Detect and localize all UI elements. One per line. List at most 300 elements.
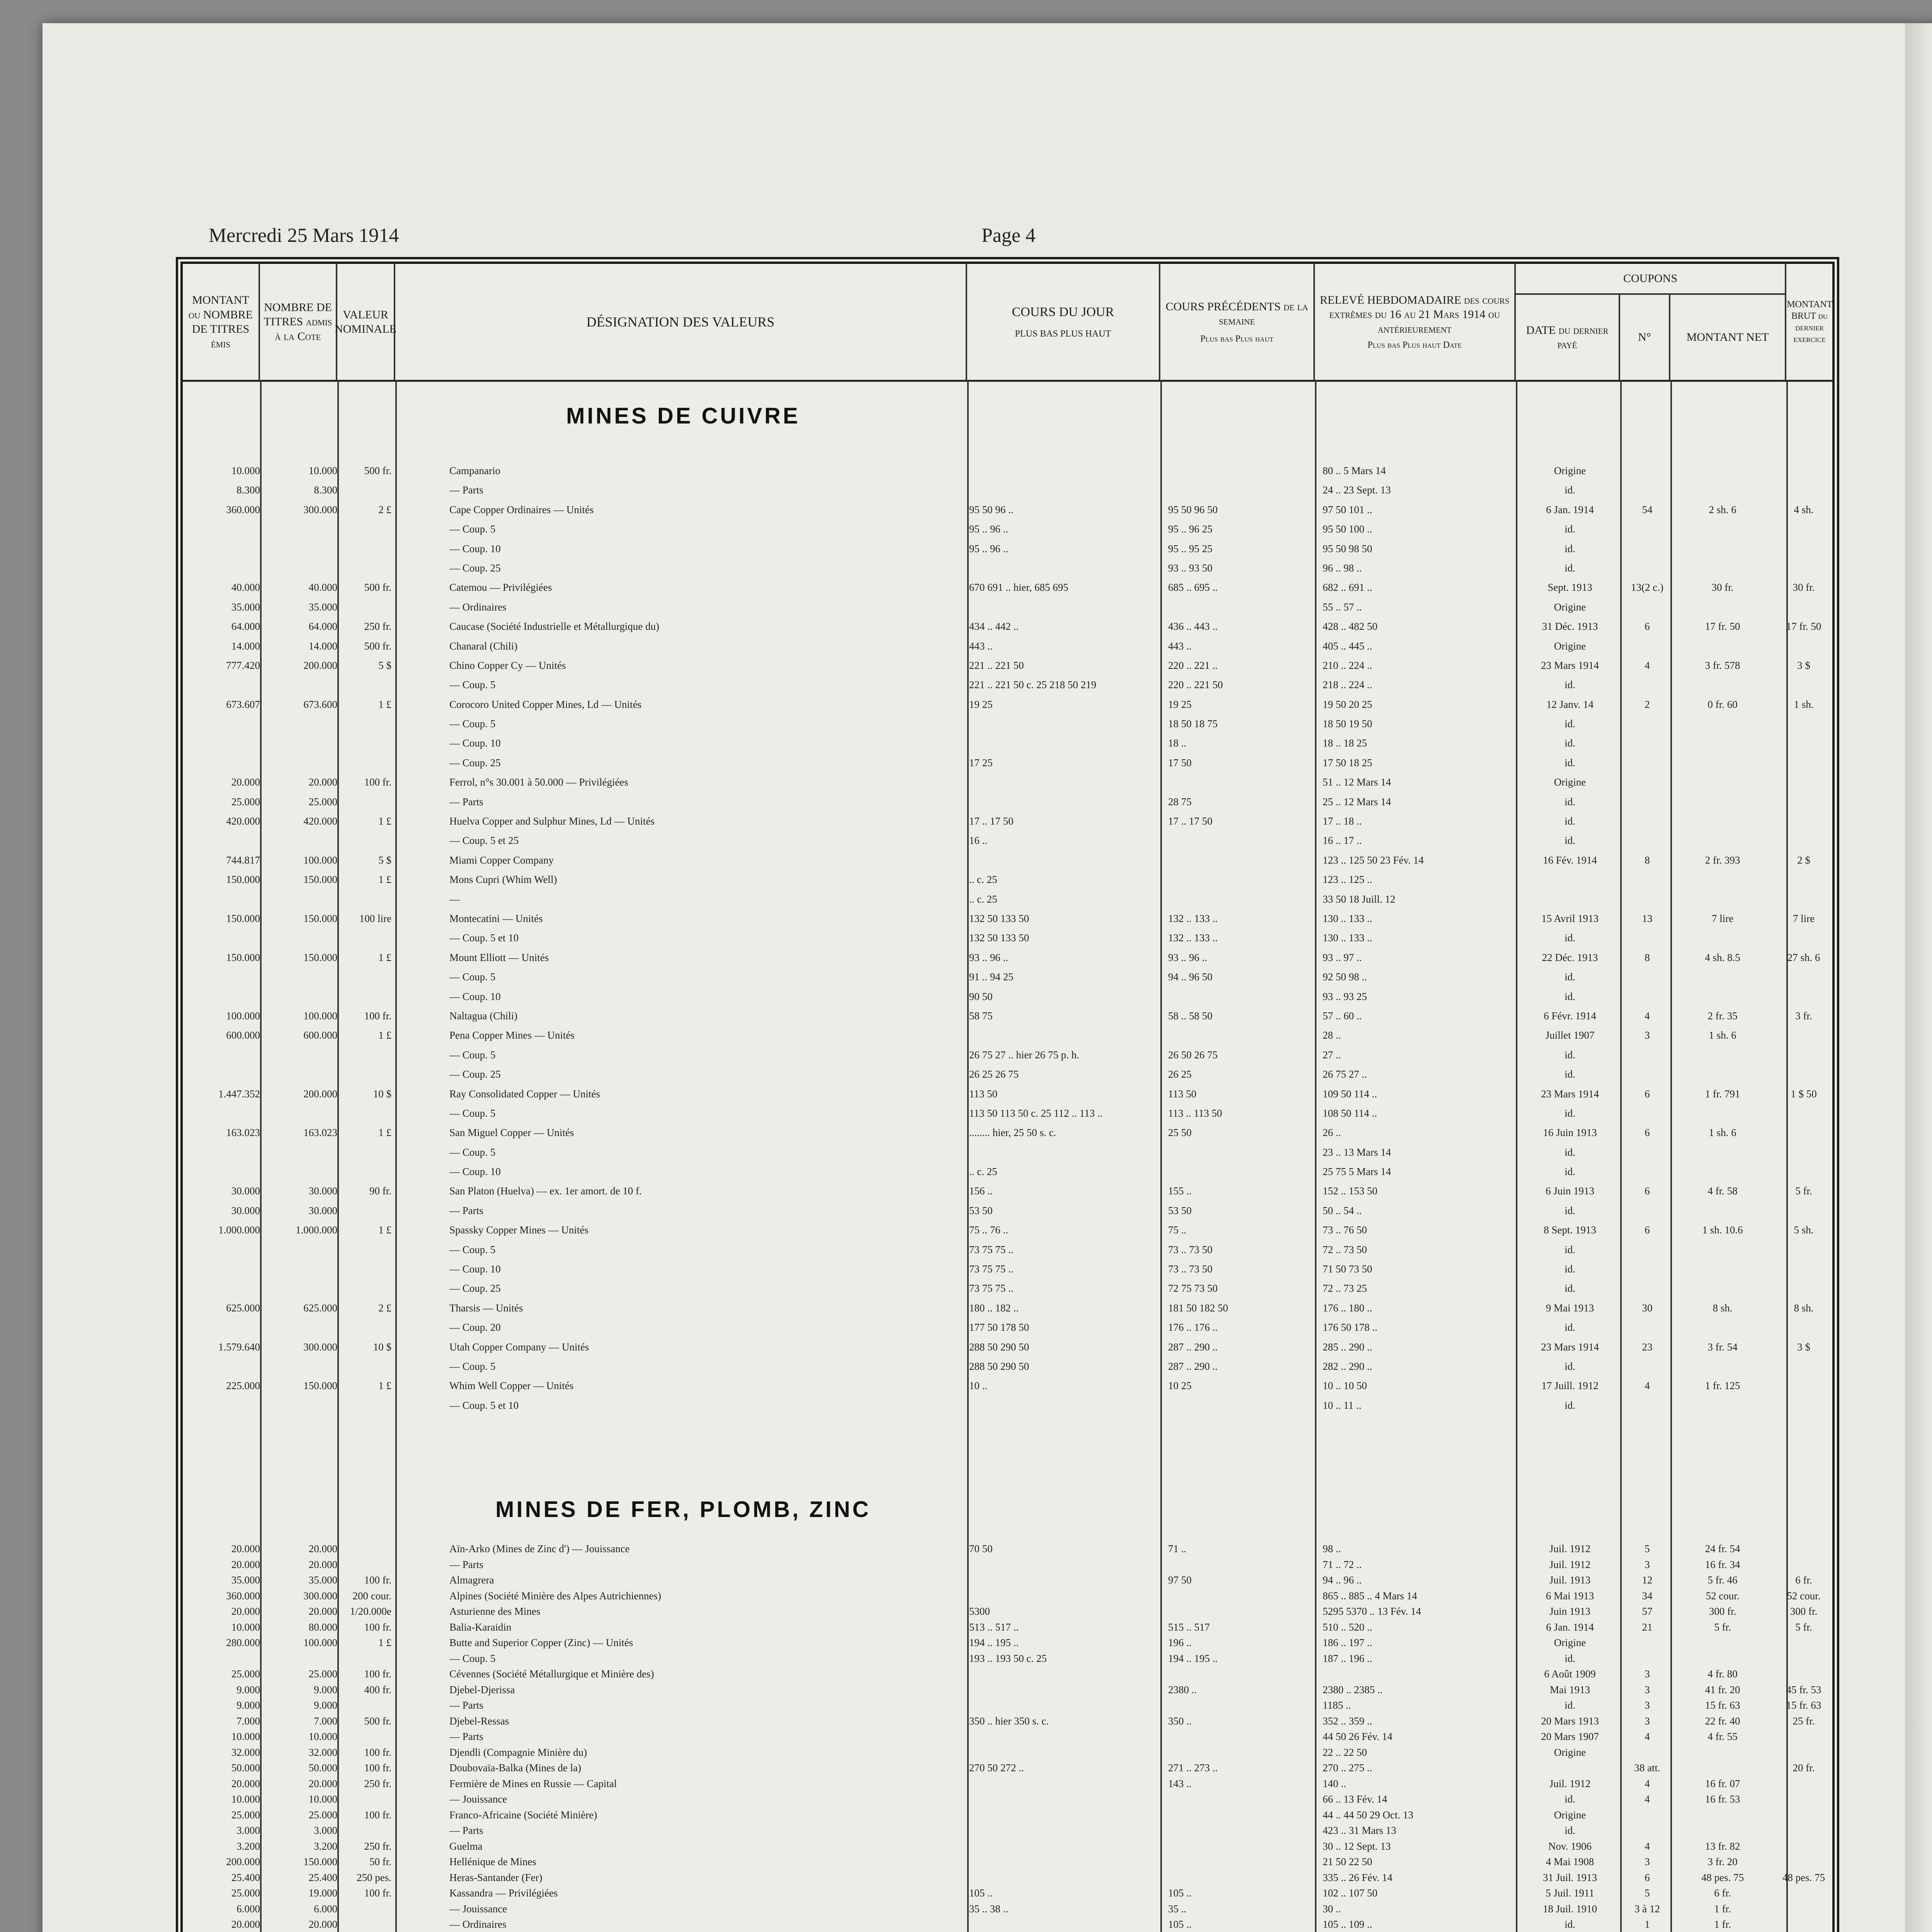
releve-cell: 152 .. 153 50 bbox=[1323, 1185, 1378, 1197]
nombre-cell: 600.000 bbox=[303, 1029, 337, 1041]
nombre-cell: 300.000 bbox=[303, 1341, 337, 1353]
coupon-brut-cell: 1 sh. bbox=[1794, 698, 1814, 710]
designation-cell: Spassky Copper Mines — Unités bbox=[449, 1224, 588, 1236]
coupon-date-cell: 31 Déc. 1913 bbox=[1542, 621, 1598, 633]
nombre-cell: 8.300 bbox=[314, 484, 337, 496]
montant-cell: 20.000 bbox=[231, 1558, 260, 1570]
valeur-cell: 100 fr. bbox=[364, 1668, 391, 1680]
montant-cell: 360.000 bbox=[226, 1590, 260, 1602]
table-row bbox=[183, 1731, 1832, 1747]
coupon-date-cell: id. bbox=[1565, 1068, 1575, 1080]
designation-cell: — Coup. 10 bbox=[449, 737, 501, 749]
cours-jour-cell: 91 .. 94 25 bbox=[969, 971, 1014, 983]
coupon-number-cell: 6 bbox=[1645, 1127, 1650, 1139]
nombre-cell: 25.000 bbox=[308, 1668, 337, 1680]
col-coupons-header: COUPONS bbox=[1516, 264, 1786, 295]
cours-jour-cell: 53 50 bbox=[969, 1204, 993, 1216]
cours-precedents-cell: 105 .. bbox=[1168, 1887, 1192, 1899]
nombre-cell: 1.000.000 bbox=[296, 1224, 337, 1236]
coupon-date-cell: Juin 1913 bbox=[1549, 1605, 1590, 1617]
cours-jour-cell: 73 75 75 .. bbox=[969, 1282, 1014, 1294]
table-row bbox=[183, 1918, 1832, 1932]
nombre-cell: 200.000 bbox=[303, 659, 337, 671]
valeur-cell: 2 £ bbox=[378, 1302, 391, 1314]
designation-cell: — Coup. 10 bbox=[449, 990, 501, 1002]
nombre-cell: 35.000 bbox=[308, 1574, 337, 1586]
releve-subtitle: Plus bas Plus haut Date bbox=[1367, 340, 1462, 350]
coupon-date-cell: id. bbox=[1565, 679, 1575, 691]
coupon-net-cell: 5 fr. bbox=[1714, 1621, 1731, 1633]
valeur-cell: 1 £ bbox=[378, 698, 391, 710]
coupon-date-cell: id. bbox=[1565, 1918, 1575, 1930]
table-row bbox=[183, 1068, 1832, 1088]
coupon-date-cell: id. bbox=[1565, 815, 1575, 827]
cours-precedents-cell: 685 .. 695 .. bbox=[1168, 582, 1218, 594]
nombre-cell: 100.000 bbox=[303, 1637, 337, 1648]
montant-cell: 35.000 bbox=[231, 1574, 260, 1586]
coupon-date-cell: id. bbox=[1565, 1204, 1575, 1216]
releve-cell: 93 .. 97 .. bbox=[1323, 951, 1362, 963]
header-date: Mercredi 25 Mars 1914 bbox=[209, 224, 399, 247]
nombre-cell: 25.400 bbox=[308, 1871, 337, 1883]
coupon-brut-cell: 45 fr. 53 bbox=[1786, 1684, 1821, 1696]
releve-cell: 44 50 26 Fév. 14 bbox=[1323, 1731, 1393, 1742]
designation-cell: San Miguel Copper — Unités bbox=[449, 1127, 574, 1139]
releve-cell: 51 .. 12 Mars 14 bbox=[1323, 776, 1391, 788]
valeur-cell: 100 fr. bbox=[364, 1762, 391, 1774]
coupon-date-cell: Juil. 1912 bbox=[1549, 1558, 1591, 1570]
coupon-date-cell: Origine bbox=[1554, 1809, 1586, 1821]
designation-cell: — Parts bbox=[449, 1699, 483, 1711]
cours-jour-cell: 75 .. 76 .. bbox=[969, 1224, 1009, 1236]
cours-jour-cell: 26 25 26 75 bbox=[969, 1068, 1019, 1080]
designation-cell: — Coup. 25 bbox=[449, 757, 501, 769]
coupon-net-cell: 4 fr. 80 bbox=[1708, 1668, 1738, 1680]
coupon-net-cell: 1 fr. 125 bbox=[1705, 1380, 1740, 1392]
coupon-net-cell: 24 fr. 54 bbox=[1705, 1543, 1740, 1554]
table-row bbox=[183, 484, 1832, 503]
table-row bbox=[183, 1825, 1832, 1840]
coupon-brut-cell: 6 fr. bbox=[1795, 1574, 1812, 1586]
valeur-cell: 250 fr. bbox=[364, 1840, 391, 1852]
coupon-date-cell: id. bbox=[1565, 757, 1575, 769]
table-row bbox=[183, 679, 1832, 698]
table-row bbox=[183, 1856, 1832, 1872]
table-row bbox=[183, 1903, 1832, 1919]
designation-cell: — Coup. 20 bbox=[449, 1321, 501, 1333]
table-row bbox=[183, 854, 1832, 874]
coupon-net-cell: 4 sh. 8.5 bbox=[1705, 951, 1740, 963]
cours-jour-cell: .. c. 25 bbox=[969, 874, 997, 886]
releve-cell: 24 .. 23 Sept. 13 bbox=[1323, 484, 1391, 496]
coupon-date-cell: id. bbox=[1565, 932, 1575, 944]
montant-cell: 20.000 bbox=[231, 1918, 260, 1930]
nombre-cell: 150.000 bbox=[303, 912, 337, 924]
nombre-cell: 80.000 bbox=[308, 1621, 337, 1633]
table-row bbox=[183, 1668, 1832, 1684]
col-date-header: DATE du dernier payé bbox=[1516, 295, 1620, 380]
coupon-brut-cell: 5 sh. bbox=[1794, 1224, 1814, 1236]
releve-cell: 44 .. 44 50 29 Oct. 13 bbox=[1323, 1809, 1413, 1821]
releve-cell: 80 .. 5 Mars 14 bbox=[1323, 465, 1386, 476]
table-row bbox=[183, 1840, 1832, 1856]
coupon-date-cell: 5 Juil. 1911 bbox=[1546, 1887, 1594, 1899]
montant-cell: 280.000 bbox=[226, 1637, 260, 1648]
coupon-number-cell: 3 bbox=[1645, 1699, 1650, 1711]
coupon-date-cell: id. bbox=[1565, 835, 1575, 847]
cours-jour-cell: 73 75 75 .. bbox=[969, 1263, 1014, 1275]
valeur-cell: 100 fr. bbox=[364, 1887, 391, 1899]
table-row bbox=[183, 757, 1832, 776]
table-row bbox=[183, 1590, 1832, 1606]
montant-cell: 163.023 bbox=[226, 1127, 260, 1139]
coupon-date-cell: Sept. 1913 bbox=[1548, 582, 1592, 594]
cours-precedents-cell: 10 25 bbox=[1168, 1380, 1192, 1392]
coupon-date-cell: id. bbox=[1565, 1243, 1575, 1255]
col-montant-header: MONTANT ou NOMBRE DE TITRES émis bbox=[183, 264, 260, 380]
releve-cell: 33 50 18 Juill. 12 bbox=[1323, 893, 1396, 905]
releve-cell: 428 .. 482 50 bbox=[1323, 621, 1378, 633]
cours-precedents-cell: 181 50 182 50 bbox=[1168, 1302, 1228, 1314]
cours-jour-cell: 90 50 bbox=[969, 990, 993, 1002]
coupon-net-cell: 1 fr. bbox=[1714, 1903, 1731, 1915]
valeur-cell: 250 fr. bbox=[364, 1777, 391, 1789]
cours-precedents-cell: 71 .. bbox=[1168, 1543, 1187, 1554]
cours-precedents-cell: 19 25 bbox=[1168, 698, 1192, 710]
table-row bbox=[183, 1282, 1832, 1302]
table-row bbox=[183, 1263, 1832, 1282]
coupon-net-cell: 6 fr. bbox=[1714, 1887, 1731, 1899]
cours-jour-cell: 10 .. bbox=[969, 1380, 988, 1392]
cours-jour-cell: 670 691 .. hier, 685 695 bbox=[969, 582, 1068, 594]
coupon-date-cell: id. bbox=[1565, 1652, 1575, 1664]
coupon-brut-cell: 15 fr. 63 bbox=[1786, 1699, 1821, 1711]
releve-cell: 71 .. 72 .. bbox=[1323, 1558, 1362, 1570]
table-row bbox=[183, 1224, 1832, 1243]
cours-jour-cell: 17 25 bbox=[969, 757, 993, 769]
table-row bbox=[183, 601, 1832, 621]
designation-cell: Guelma bbox=[449, 1840, 483, 1852]
releve-cell: 95 50 98 50 bbox=[1323, 543, 1372, 554]
valeur-cell: 100 fr. bbox=[364, 1574, 391, 1586]
table-row bbox=[183, 699, 1832, 718]
table-row bbox=[183, 660, 1832, 679]
coupon-date-cell: id. bbox=[1565, 1263, 1575, 1275]
col-nombre-header: NOMBRE DE TITRES admis à la Cote bbox=[260, 264, 337, 380]
coupon-number-cell: 21 bbox=[1642, 1621, 1653, 1633]
table-row bbox=[183, 621, 1832, 640]
montant-cell: 10.000 bbox=[231, 1621, 260, 1633]
valeur-cell: 250 fr. bbox=[364, 621, 391, 633]
table-row bbox=[183, 562, 1832, 582]
valeur-cell: 90 fr. bbox=[369, 1185, 391, 1197]
coupon-date-cell: id. bbox=[1565, 543, 1575, 554]
nombre-cell: 625.000 bbox=[303, 1302, 337, 1314]
coupon-net-cell: 7 lire bbox=[1711, 912, 1734, 924]
designation-cell: Doubovaïa-Balka (Mines de la) bbox=[449, 1762, 582, 1774]
designation-cell: Asturienne des Mines bbox=[449, 1605, 541, 1617]
releve-cell: 17 .. 18 .. bbox=[1323, 815, 1362, 827]
coupon-net-cell: 48 pes. 75 bbox=[1701, 1871, 1744, 1883]
montant-cell: 30.000 bbox=[231, 1185, 260, 1197]
designation-cell: Chanaral (Chili) bbox=[449, 640, 518, 652]
nombre-cell: 300.000 bbox=[303, 1590, 337, 1602]
valeur-cell: 100 lire bbox=[359, 912, 391, 924]
designation-cell: — Coup. 5 bbox=[449, 1243, 496, 1255]
designation-cell: Naltagua (Chili) bbox=[449, 1010, 518, 1022]
table-row bbox=[183, 1574, 1832, 1590]
nombre-cell: 100.000 bbox=[303, 1010, 337, 1022]
coupon-brut-cell: 3 $ bbox=[1797, 1341, 1810, 1353]
montant-cell: 625.000 bbox=[226, 1302, 260, 1314]
nombre-cell: 9.000 bbox=[314, 1684, 337, 1696]
cours-precedents-cell: 132 .. 133 .. bbox=[1168, 912, 1218, 924]
releve-cell: 102 .. 107 50 bbox=[1323, 1887, 1378, 1899]
montant-cell: 8.300 bbox=[236, 484, 260, 496]
montant-cell: 10.000 bbox=[231, 465, 260, 476]
designation-cell: Ray Consolidated Copper — Unités bbox=[449, 1088, 600, 1100]
releve-cell: 405 .. 445 .. bbox=[1323, 640, 1372, 652]
coupon-number-cell: 3 bbox=[1645, 1558, 1650, 1570]
releve-cell: 130 .. 133 .. bbox=[1323, 912, 1372, 924]
table-row bbox=[183, 1872, 1832, 1888]
nombre-cell: 14.000 bbox=[308, 640, 337, 652]
cours-jour-cell: 513 .. 517 .. bbox=[969, 1621, 1019, 1633]
nombre-cell: 150.000 bbox=[303, 951, 337, 963]
coupon-number-cell: 6 bbox=[1645, 1224, 1650, 1236]
designation-cell: Kassandra — Privilégiées bbox=[449, 1887, 558, 1899]
montant-cell: 744.817 bbox=[226, 854, 260, 866]
montant-cell: 3.000 bbox=[236, 1825, 260, 1836]
releve-cell: 27 .. bbox=[1323, 1049, 1341, 1061]
designation-cell: Catemou — Privilégiées bbox=[449, 582, 552, 594]
coupon-brut-cell: 5 fr. bbox=[1795, 1621, 1812, 1633]
designation-cell: Djebel-Ressas bbox=[449, 1715, 509, 1727]
valeur-cell: 200 cour. bbox=[352, 1590, 391, 1602]
valeur-cell: 10 $ bbox=[373, 1341, 391, 1353]
coupon-net-cell: 41 fr. 20 bbox=[1705, 1684, 1740, 1696]
table-row bbox=[183, 1107, 1832, 1127]
coupon-date-cell: id. bbox=[1565, 1146, 1575, 1158]
nombre-cell: 100.000 bbox=[303, 854, 337, 866]
designation-cell: San Platon (Huelva) — ex. 1er amort. de 10 f. bbox=[449, 1185, 642, 1197]
montant-cell: 150.000 bbox=[226, 874, 260, 886]
coupon-brut-cell: 7 lire bbox=[1793, 912, 1815, 924]
releve-cell: 93 .. 93 25 bbox=[1323, 990, 1367, 1002]
releve-cell: 510 .. 520 .. bbox=[1323, 1621, 1372, 1633]
releve-cell: 423 .. 31 Mars 13 bbox=[1323, 1825, 1396, 1836]
coupon-brut-cell: 300 fr. bbox=[1790, 1605, 1818, 1617]
coupon-net-cell: 4 fr. 58 bbox=[1708, 1185, 1738, 1197]
designation-cell: — Coup. 5 et 10 bbox=[449, 1399, 519, 1411]
releve-cell: 16 .. 17 .. bbox=[1323, 835, 1362, 847]
coupon-date-cell: id. bbox=[1565, 1321, 1575, 1333]
table-row bbox=[183, 874, 1832, 893]
table-row bbox=[183, 796, 1832, 815]
coupon-date-cell: id. bbox=[1565, 737, 1575, 749]
table-row bbox=[183, 1244, 1832, 1263]
valeur-cell: 500 fr. bbox=[364, 582, 391, 594]
nombre-cell: 10.000 bbox=[308, 465, 337, 476]
coupon-brut-cell: 48 pes. 75 bbox=[1782, 1871, 1825, 1883]
table-row bbox=[183, 815, 1832, 835]
coupon-brut-cell: 4 sh. bbox=[1794, 503, 1814, 515]
valeur-cell: 400 fr. bbox=[364, 1684, 391, 1696]
valeur-cell: 500 fr. bbox=[364, 465, 391, 476]
designation-cell: Alpines (Société Minière des Alpes Autrichiennes) bbox=[449, 1590, 662, 1602]
coupon-date-cell: Origine bbox=[1554, 601, 1586, 613]
table-row bbox=[183, 1049, 1832, 1068]
releve-cell: 186 .. 197 .. bbox=[1323, 1637, 1372, 1648]
nombre-cell: 25.000 bbox=[308, 796, 337, 808]
cours-precedents-cell: 350 .. bbox=[1168, 1715, 1192, 1727]
releve-cell: 130 .. 133 .. bbox=[1323, 932, 1372, 944]
valeur-cell: 5 $ bbox=[378, 659, 391, 671]
designation-cell: — Coup. 10 bbox=[449, 1263, 501, 1275]
montant-cell: 20.000 bbox=[231, 1543, 260, 1554]
coupon-date-cell: 6 Jan. 1914 bbox=[1546, 503, 1594, 515]
col-designation-header: DÉSIGNATION DES VALEURS bbox=[395, 264, 967, 380]
releve-cell: 55 .. 57 .. bbox=[1323, 601, 1362, 613]
designation-cell: Cévennes (Société Métallurgique et Minière des) bbox=[449, 1668, 654, 1680]
cours-jour-subtitle: PLUS BAS PLUS HAUT bbox=[1015, 329, 1111, 339]
cours-jour-cell: 180 .. 182 .. bbox=[969, 1302, 1019, 1314]
table-row bbox=[183, 1146, 1832, 1166]
table-row bbox=[183, 1793, 1832, 1809]
designation-cell: — Parts bbox=[449, 1731, 483, 1742]
coupon-net-cell: 5 fr. 46 bbox=[1708, 1574, 1738, 1586]
valeur-cell: 1 £ bbox=[378, 1380, 391, 1392]
montant-cell: 25.000 bbox=[231, 1668, 260, 1680]
table-row bbox=[183, 1361, 1832, 1380]
designation-cell: Heras-Santander (Fer) bbox=[449, 1871, 543, 1883]
releve-cell: 66 .. 13 Fév. 14 bbox=[1323, 1793, 1387, 1805]
coupon-date-cell: 18 Juil. 1910 bbox=[1543, 1903, 1597, 1915]
coupon-date-cell: 6 Mai 1913 bbox=[1546, 1590, 1594, 1602]
cours-jour-cell: 93 .. 96 .. bbox=[969, 951, 1009, 963]
valeur-cell: 1 £ bbox=[378, 815, 391, 827]
coupon-number-cell: 1 bbox=[1645, 1918, 1650, 1930]
coupon-net-cell: 16 fr. 07 bbox=[1705, 1777, 1740, 1789]
table-row bbox=[183, 952, 1832, 971]
page-header bbox=[209, 224, 1832, 255]
releve-cell: 25 .. 12 Mars 14 bbox=[1323, 796, 1391, 808]
designation-cell: — Parts bbox=[449, 1825, 483, 1836]
cours-precedents-cell: 271 .. 273 .. bbox=[1168, 1762, 1218, 1774]
coupon-number-cell: 30 bbox=[1642, 1302, 1653, 1314]
montant-cell: 25.000 bbox=[231, 796, 260, 808]
nombre-cell: 25.000 bbox=[308, 1809, 337, 1821]
designation-cell: — Coup. 5 et 10 bbox=[449, 932, 519, 944]
cours-precedents-cell: 18 50 18 75 bbox=[1168, 718, 1218, 730]
coupon-date-cell: id. bbox=[1565, 990, 1575, 1002]
designation-cell: Whim Well Copper — Unités bbox=[449, 1380, 574, 1392]
releve-cell: 282 .. 290 .. bbox=[1323, 1360, 1372, 1372]
coupon-date-cell: 23 Mars 1914 bbox=[1541, 659, 1599, 671]
releve-cell: 187 .. 196 .. bbox=[1323, 1652, 1372, 1664]
col-cours-prec-header bbox=[1160, 264, 1315, 380]
montant-cell: 9.000 bbox=[236, 1699, 260, 1711]
montant-cell: 150.000 bbox=[226, 912, 260, 924]
table-row bbox=[183, 1029, 1832, 1049]
table-row bbox=[183, 1621, 1832, 1637]
cours-prec-title: COURS PRÉCÉDENTS de la semaine bbox=[1165, 300, 1308, 327]
valeur-cell: 1/20.000e bbox=[350, 1605, 391, 1617]
montant-cell: 25.000 bbox=[231, 1887, 260, 1899]
releve-cell: 92 50 98 .. bbox=[1323, 971, 1367, 983]
cours-precedents-cell: 2380 .. bbox=[1168, 1684, 1197, 1696]
designation-cell: — Jouissance bbox=[449, 1903, 507, 1915]
table-row bbox=[183, 1380, 1832, 1399]
valeur-cell: 100 fr. bbox=[364, 1621, 391, 1633]
cours-jour-cell: 194 .. 195 .. bbox=[969, 1637, 1019, 1648]
designation-cell: — Parts bbox=[449, 796, 483, 808]
montant-cell: 20.000 bbox=[231, 1777, 260, 1789]
cours-precedents-cell: 97 50 bbox=[1168, 1574, 1192, 1586]
designation-cell: — Coup. 5 bbox=[449, 1107, 496, 1119]
nombre-cell: 420.000 bbox=[303, 815, 337, 827]
coupon-date-cell: 23 Mars 1914 bbox=[1541, 1088, 1599, 1100]
montant-cell: 1.579.640 bbox=[218, 1341, 260, 1353]
cours-precedents-cell: 176 .. 176 .. bbox=[1168, 1321, 1218, 1333]
cours-prec-subtitle: Plus bas Plus haut bbox=[1200, 333, 1274, 344]
table-row bbox=[183, 1127, 1832, 1146]
cours-jour-cell: 17 .. 17 50 bbox=[969, 815, 1014, 827]
cours-precedents-cell: 26 25 bbox=[1168, 1068, 1192, 1080]
cours-precedents-cell: 113 .. 113 50 bbox=[1168, 1107, 1222, 1119]
designation-cell: — Coup. 25 bbox=[449, 1282, 501, 1294]
table-row bbox=[183, 1341, 1832, 1361]
designation-cell: Caucase (Société Industrielle et Métallurgique du) bbox=[449, 621, 660, 633]
table-row bbox=[183, 1400, 1832, 1419]
montant-cell: 64.000 bbox=[231, 621, 260, 633]
cours-jour-cell: 132 50 133 50 bbox=[969, 912, 1029, 924]
coupon-net-cell: 13 fr. 82 bbox=[1705, 1840, 1740, 1852]
coupon-date-cell: Juillet 1907 bbox=[1545, 1029, 1595, 1041]
coupon-net-cell: 1 sh. 10.6 bbox=[1702, 1224, 1743, 1236]
cours-jour-title: COURS DU JOUR bbox=[1012, 304, 1114, 319]
nombre-cell: 32.000 bbox=[308, 1746, 337, 1758]
cours-precedents-cell: 220 .. 221 50 bbox=[1168, 679, 1223, 691]
designation-cell: — Coup. 5 bbox=[449, 1049, 496, 1061]
table-row bbox=[183, 1010, 1832, 1029]
releve-cell: 176 .. 180 .. bbox=[1323, 1302, 1372, 1314]
designation-cell: — Parts bbox=[449, 1558, 483, 1570]
coupon-date-cell: id. bbox=[1565, 1166, 1575, 1178]
releve-cell: 18 .. 18 25 bbox=[1323, 737, 1367, 749]
releve-cell: 30 .. 12 Sept. 13 bbox=[1323, 1840, 1391, 1852]
coupon-date-cell: Juil. 1913 bbox=[1549, 1574, 1591, 1586]
valeur-cell: 100 fr. bbox=[364, 1809, 391, 1821]
cours-precedents-cell: 515 .. 517 bbox=[1168, 1621, 1210, 1633]
coupon-number-cell: 3 bbox=[1645, 1856, 1650, 1867]
releve-cell: 96 .. 98 .. bbox=[1323, 562, 1362, 574]
cours-precedents-cell: 26 50 26 75 bbox=[1168, 1049, 1218, 1061]
coupon-number-cell: 13(2 c.) bbox=[1631, 582, 1663, 594]
montant-cell: 1.447.352 bbox=[218, 1088, 260, 1100]
valeur-cell: 1 £ bbox=[378, 1127, 391, 1139]
coupon-date-cell: Mai 1913 bbox=[1549, 1684, 1590, 1696]
cours-precedents-cell: 194 .. 195 .. bbox=[1168, 1652, 1218, 1664]
releve-cell: 123 .. 125 .. bbox=[1323, 874, 1372, 886]
coupon-number-cell: 4 bbox=[1645, 1793, 1650, 1805]
cours-jour-cell: ........ hier, 25 50 s. c. bbox=[969, 1127, 1056, 1139]
coupon-brut-cell: 3 $ bbox=[1797, 659, 1810, 671]
page-binding-edge bbox=[1905, 23, 1932, 1932]
montant-cell: 9.000 bbox=[236, 1684, 260, 1696]
nombre-cell: 150.000 bbox=[303, 1380, 337, 1392]
coupon-date-cell: id. bbox=[1565, 971, 1575, 983]
